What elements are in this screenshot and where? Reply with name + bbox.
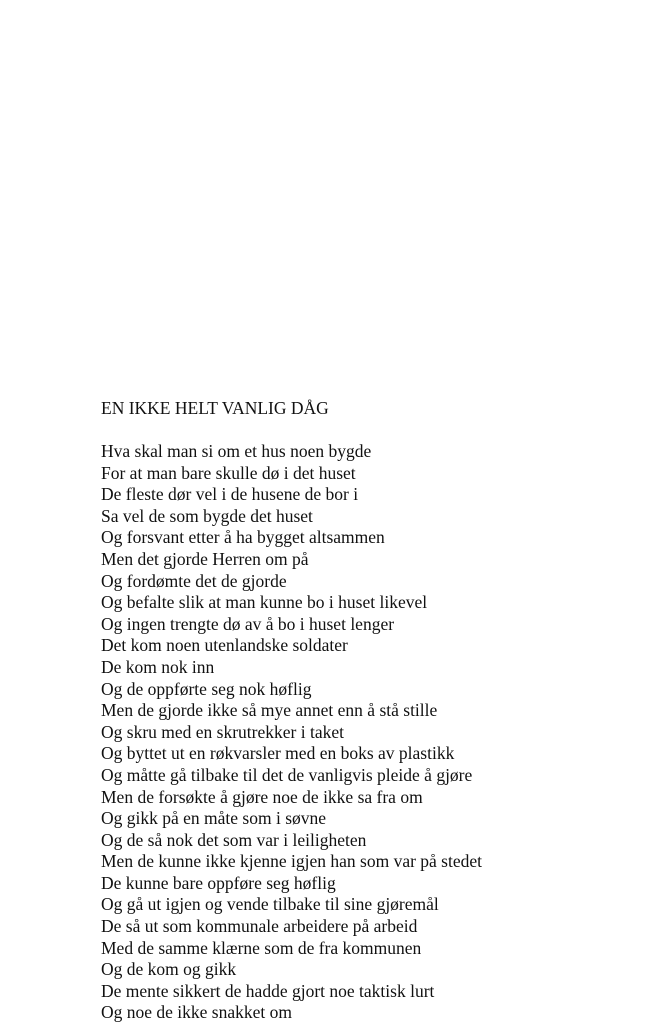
poem-line: Og gikk på en måte som i søvne — [101, 808, 327, 829]
poem-line: Og de kom og gikk — [101, 959, 237, 980]
poem-line: Og gå ut igjen og vende tilbake til sine gjøremål — [101, 894, 439, 915]
poem-line: Og måtte gå tilbake til det de vanligvis pleide å gjøre — [101, 764, 473, 785]
poem-line: Og fordømte det de gjorde — [101, 570, 287, 591]
poem-line: Men det gjorde Herren om på — [101, 548, 309, 569]
poem-line: Men de forsøkte å gjøre noe de ikke sa fra om — [101, 786, 423, 807]
poem-line: Og de oppførte seg nok høflig — [101, 678, 312, 699]
poem-line: Sa vel de som bygde det huset — [101, 505, 313, 526]
poem-line: De mente sikkert de hadde gjort noe taktisk lurt — [101, 980, 435, 1001]
poem-line: Og skru med en skrutrekker i taket — [101, 721, 344, 742]
poem-line: For at man bare skulle dø i det huset — [101, 462, 356, 483]
poem-line: Og forsvant etter å ha bygget altsammen — [101, 527, 385, 548]
poem-line: Hva skal man si om et hus noen bygde — [101, 441, 372, 461]
poem-line: Og byttet ut en røkvarsler med en boks av plastikk — [101, 743, 455, 764]
poem-line: Men de kunne ikke kjenne igjen han som var på stedet — [101, 851, 483, 872]
poem-line: De kunne bare oppføre seg høflig — [101, 872, 336, 893]
poem-line: Men de gjorde ikke så mye annet enn å stå stille — [101, 700, 438, 721]
poem-line: Det kom noen utenlandske soldater — [101, 635, 348, 656]
poem-line: Og befalte slik at man kunne bo i huset likevel — [101, 592, 428, 613]
poem-line: De fleste dør vel i de husene de bor i — [101, 484, 359, 505]
poem-line: De kom nok inn — [101, 656, 215, 677]
poem-line: Og noe de ikke snakket om — [101, 1002, 292, 1023]
poem-line: Og ingen trengte dø av å bo i huset lenger — [101, 613, 395, 634]
poem-line: Og de så nok det som var i leiligheten — [101, 829, 367, 850]
poem-line: Med de samme klærne som de fra kommunen — [101, 937, 422, 958]
poem-body — [101, 441, 482, 1024]
poem-title: EN IKKE HELT VANLIG DÅG — [101, 398, 329, 418]
poem-line: De så ut som kommunale arbeidere på arbeid — [101, 916, 418, 937]
